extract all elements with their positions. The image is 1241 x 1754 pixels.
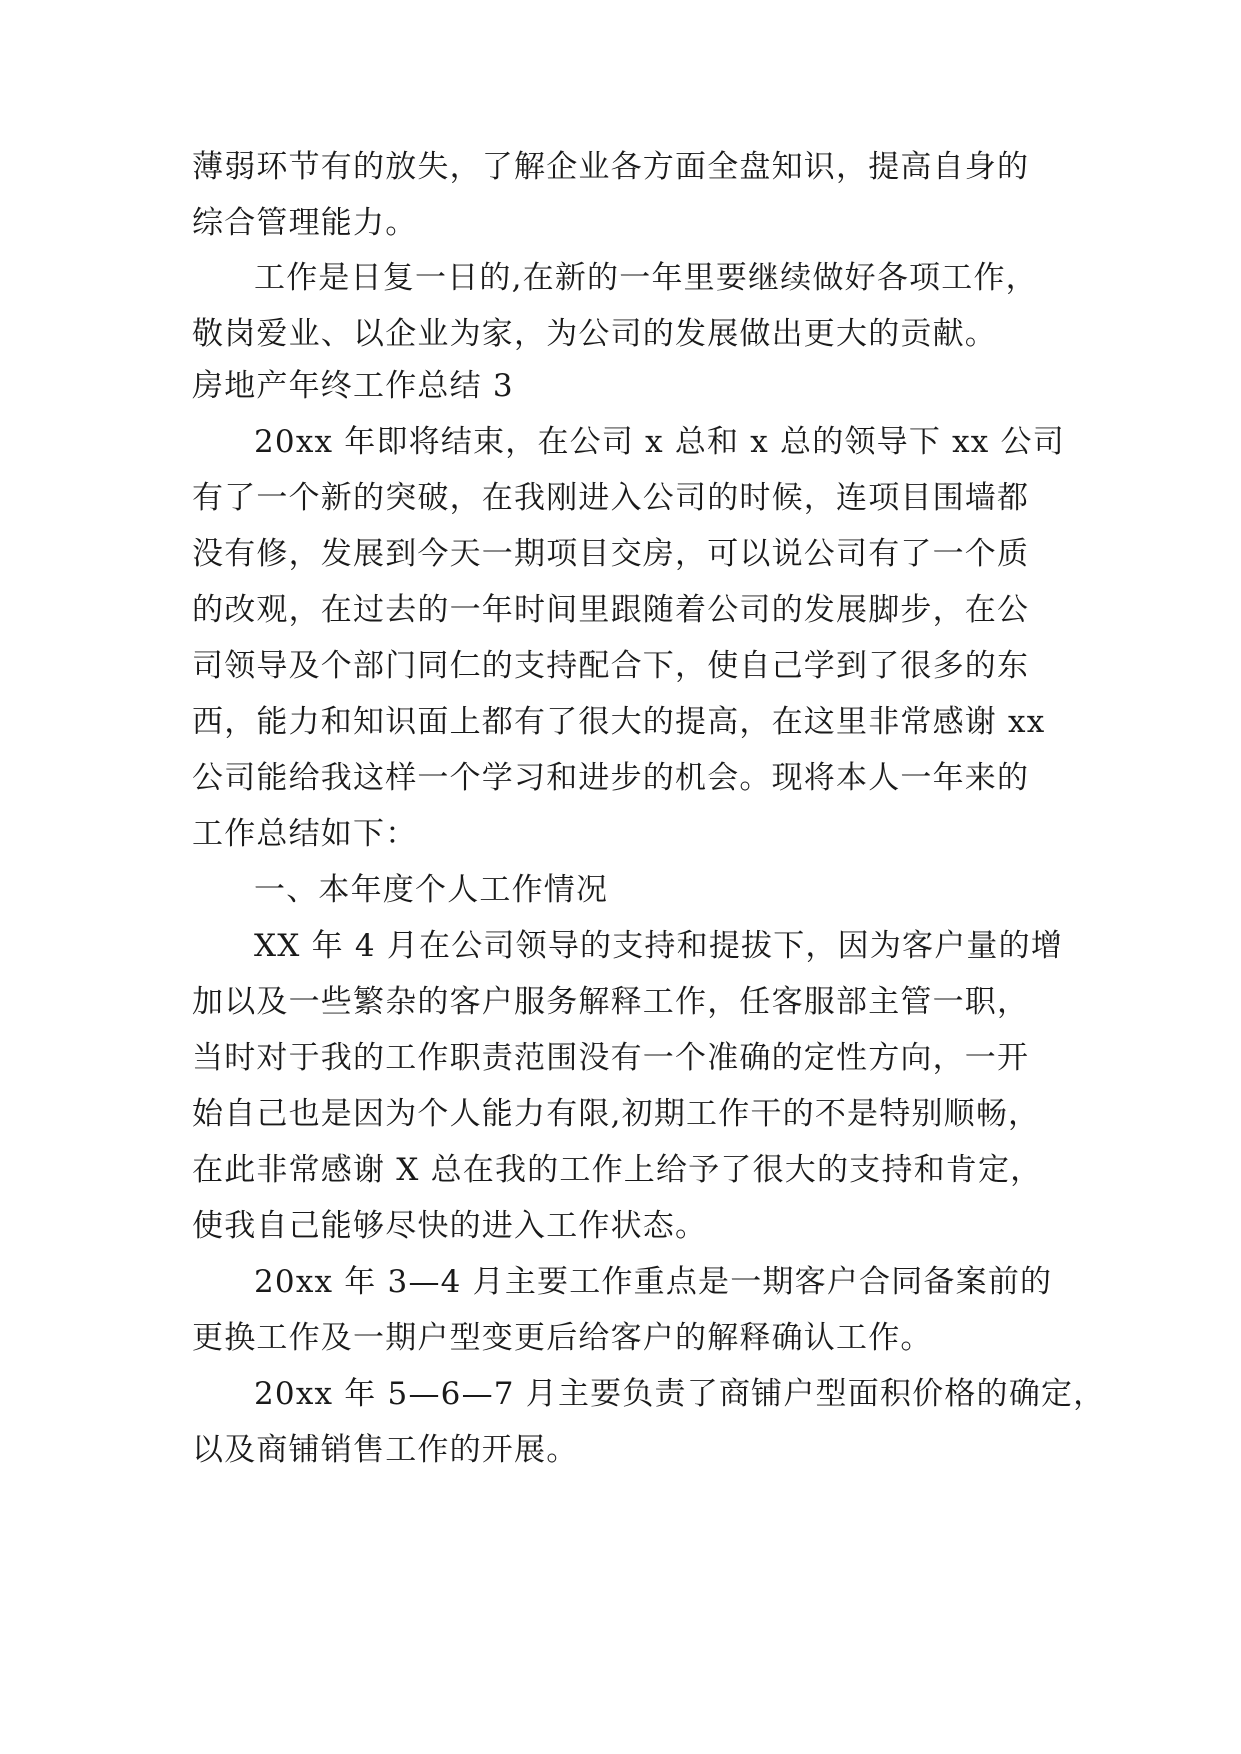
text-line: 司领导及个部门同仁的支持配合下，使自己学到了很多的东 xyxy=(192,648,1030,684)
section-heading: 房地产年终工作总结 3 xyxy=(192,368,514,404)
text-line: 的改观，在过去的一年时间里跟随着公司的发展脚步，在公 xyxy=(192,592,1030,628)
text-line: 工作总结如下： xyxy=(192,816,418,852)
text-line: 当时对于我的工作职责范围没有一个准确的定性方向，一开 xyxy=(192,1040,1030,1076)
text-line: 以及商铺销售工作的开展。 xyxy=(192,1432,579,1468)
paragraph-start-line: 20xx 年 5—6—7 月主要负责了商铺户型面积价格的确定， xyxy=(254,1376,1106,1412)
text-line: 使我自己能够尽快的进入工作状态。 xyxy=(192,1208,708,1244)
text-line: 更换工作及一期户型变更后给客户的解释确认工作。 xyxy=(192,1320,933,1356)
text-line: 始自己也是因为个人能力有限,初期工作干的不是特别顺畅， xyxy=(192,1096,1041,1132)
text-line: 有了一个新的突破，在我刚进入公司的时候，连项目围墙都 xyxy=(192,480,1030,516)
text-line: 西，能力和知识面上都有了很大的提高，在这里非常感谢 xx xyxy=(192,704,1046,740)
text-line: 综合管理能力。 xyxy=(192,205,418,241)
paragraph-start-line: 20xx 年即将结束，在公司 x 总和 x 总的领导下 xx 公司 xyxy=(254,424,1065,460)
paragraph-start-line: 工作是日复一日的,在新的一年里要继续做好各项工作， xyxy=(254,260,1038,296)
text-line: 公司能给我这样一个学习和进步的机会。现将本人一年来的 xyxy=(192,760,1030,796)
paragraph-start-line: XX 年 4 月在公司领导的支持和提拔下，因为客户量的增 xyxy=(254,928,1064,964)
text-line: 没有修，发展到今天一期项目交房，可以说公司有了一个质 xyxy=(192,536,1030,572)
paragraph-start-line: 20xx 年 3—4 月主要工作重点是一期客户合同备案前的 xyxy=(254,1264,1053,1300)
text-line: 在此非常感谢 X 总在我的工作上给予了很大的支持和肯定， xyxy=(192,1152,1043,1188)
text-line: 敬岗爱业、以企业为家，为公司的发展做出更大的贡献。 xyxy=(192,316,997,352)
text-line: 薄弱环节有的放失，了解企业各方面全盘知识，提高自身的 xyxy=(192,149,1030,185)
subsection-heading: 一、本年度个人工作情况 xyxy=(254,872,609,908)
text-line: 加以及一些繁杂的客户服务解释工作，任客服部主管一职， xyxy=(192,984,1030,1020)
